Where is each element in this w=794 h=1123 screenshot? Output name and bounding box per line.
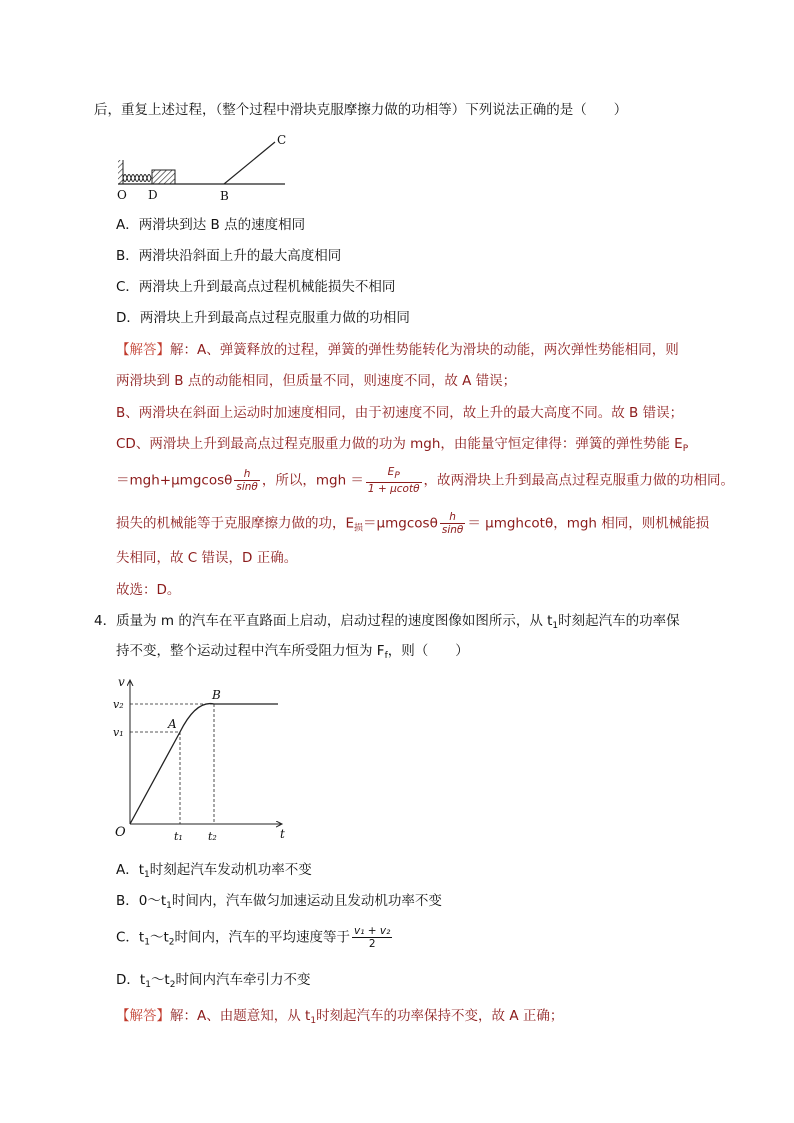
solution-3-line-7: 失相同，故 C 错误，D 正确。 (116, 550, 298, 566)
solution-4-line-1: 【解答】解：A、由题意知，从 $t_1$时刻起汽车的功率保持不变，故 A 正确； (116, 1008, 564, 1026)
fraction-average-velocity: $\frac{\text{v₁ + v₂}}{2}$ (354, 925, 391, 950)
solution-tag: 【解答】 (116, 342, 170, 358)
solution-3-line-8: 故选：D。 (116, 582, 181, 598)
velocity-time-graph (110, 672, 300, 844)
q4-option-a: A．$t_1$时刻起汽车发动机功率不变 (116, 862, 312, 880)
fraction-ep-over-cot: $\frac{E_P}{1 + \mu\cot\theta}$ (367, 466, 420, 495)
q3-option-b: B．两滑块沿斜面上升的最大高度相同 (116, 248, 342, 264)
q3-option-d: D．两滑块上升到最高点过程克服重力做的功相同 (116, 310, 410, 326)
q3-option-c: C．两滑块上升到最高点过程机械能损失不相同 (116, 279, 396, 295)
label-c: C (277, 133, 287, 147)
x-axis-label: t (280, 827, 285, 841)
fraction-h-over-sin-2: $\frac{h}{\sin\theta}$ (441, 511, 464, 536)
point-a-label: A (168, 717, 177, 731)
y-axis-label: v (118, 675, 125, 689)
label-o: O (117, 188, 127, 202)
solution-3-line-6: 损失的机械能等于克服摩擦力做的功，$E_损=\mu mgcos\theta$ $\frac{h}{\sin\theta}$ ＝ μmghcotθ，mgh 相同，则机械能损 (116, 511, 710, 536)
spring-coil-2 (123, 178, 151, 182)
fraction-h-over-sin: $\frac{h}{\sin\theta}$ (236, 468, 258, 493)
spring-incline-diagram (112, 128, 302, 204)
y-tick-v1: v₁ (113, 726, 124, 739)
point-b-label: B (212, 688, 221, 702)
solution-3-line-3: B、两滑块在斜面上运动时加速度相同，由于初速度不同，故上升的最大高度不同。故 B 错误； (116, 405, 684, 421)
q4-option-b: B．$0\sim t_1$时间内，汽车做匀加速运动且发动机功率不变 (116, 893, 442, 911)
q4-option-c: C．$t_1\sim t_2$时间内，汽车的平均速度等于 $\frac{\text{v₁ + v₂}}{2}$ (116, 925, 391, 950)
origin-label: O (115, 825, 126, 840)
solution-3-line-4: CD、两滑块上升到最高点过程克服重力做的功为 mgh，由能量守恒定律得：弹簧的弹性势能 $E_P$ (116, 436, 689, 454)
y-tick-v2: v₂ (113, 698, 124, 711)
x-tick-t1: t₁ (174, 830, 183, 843)
question-4-line-1: 4．质量为 m 的汽车在平直路面上启动，启动过程的速度图像如图所示，从 $t_1$时刻起汽车的功率保 (94, 613, 680, 631)
label-d: D (148, 188, 158, 202)
solution-3-line-1: 【解答】解：A、弹簧释放的过程，弹簧的弹性势能转化为滑块的动能，两次弹性势能相同，则 (116, 342, 679, 358)
solution-3-line-2: 两滑块到 B 点的动能相同，但质量不同，则速度不同，故 A 错误； (116, 373, 517, 389)
q4-option-d: D．$t_1\sim t_2$时间内汽车牵引力不变 (116, 972, 311, 990)
wall-hatch (118, 160, 123, 184)
slider-block (152, 170, 175, 184)
series-line (130, 704, 278, 824)
question-4-line-2: 持不变，整个运动过程中汽车所受阻力恒为 $F_f$，则（ ） (116, 643, 469, 661)
label-b: B (220, 189, 229, 203)
q3-option-a: A．两滑块到达 B 点的速度相同 (116, 217, 306, 233)
incline-line (224, 142, 275, 184)
x-tick-t2: t₂ (208, 830, 217, 843)
solution-3-line-5: ＝mgh+μmgcosθ $\frac{h}{\sin\theta}$ ，所以，mgh ＝ $\frac{E_P}{1 + \mu\cot\theta}$ ，故两滑块上升到最高点过程克服重力做的功相同。 (116, 466, 734, 495)
question-3-intro: 后，重复上述过程，（整个过程中滑块克服摩擦力做的功相等）下列说法正确的是（ ） (94, 102, 628, 118)
solution-tag: 【解答】 (116, 1008, 170, 1024)
